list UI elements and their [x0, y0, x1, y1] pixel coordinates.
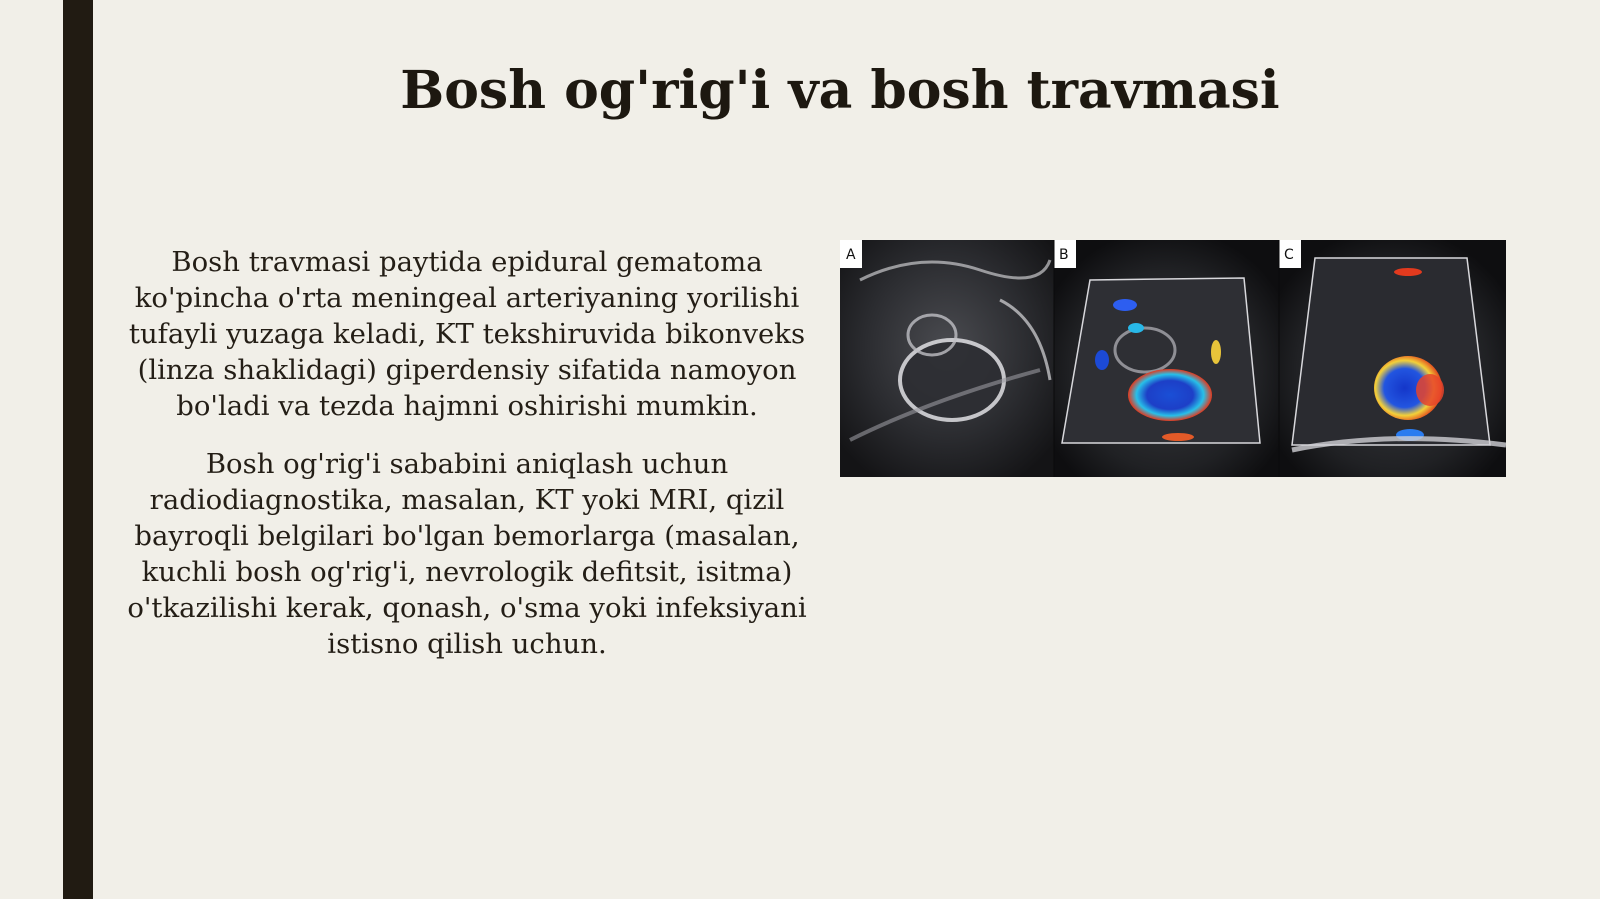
panel-label-a: A: [846, 247, 856, 263]
paragraph-imaging: Bosh og'rig'i sababini aniqlash uchun radiodiagnostika, masalan, KT yoki MRI, qizil bayroqli belgilari bo'lgan bemorlarga (masalan, kuchli bosh og'rig'i, nevrologik defitsit, isitma) o'tkazilishi kerak, qonash, o'sma yoki infeksiyani istisno qilish uchun.: [127, 448, 807, 660]
panel-label-b: B: [1059, 247, 1069, 263]
ultrasound-figure: [840, 240, 1506, 477]
panel-label-c: C: [1284, 247, 1294, 263]
accent-bar: [63, 0, 93, 899]
paragraph-epidural: Bosh travmasi paytida epidural gematoma ko'pincha o'rta meningeal arteriyaning yorilishi tufayli yuzaga keladi, KT tekshiruvida bikonveks (linza shaklidagi) giperdensiy sifatida namoyon bo'ladi va tezda hajmni oshirishi mumkin.: [128, 246, 806, 422]
ultrasound-panels: [840, 240, 1506, 477]
panel-b: [1054, 240, 1279, 477]
body-text: [112, 244, 822, 684]
panel-a: [840, 240, 1054, 477]
slide-title: Bosh og'rig'i va bosh travmasi: [400, 60, 1280, 121]
panel-c: [1279, 240, 1506, 477]
